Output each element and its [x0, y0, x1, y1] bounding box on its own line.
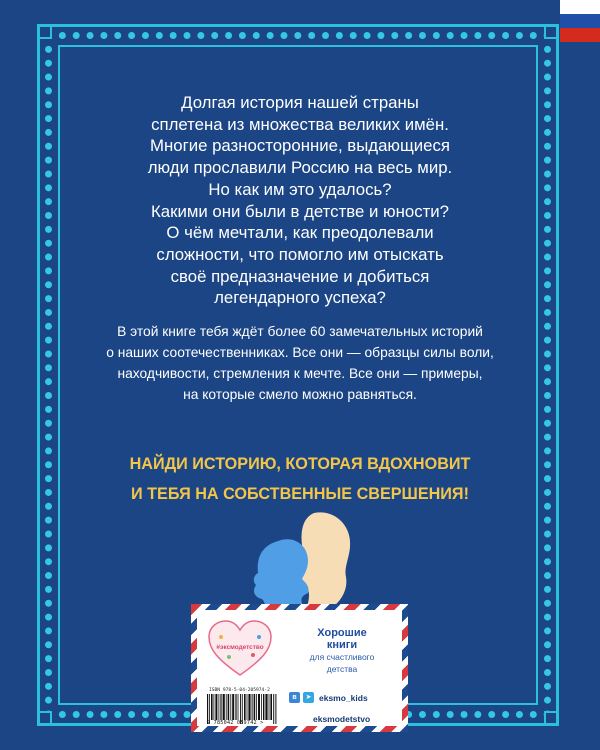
intro-line: Но как им это удалось?: [208, 179, 392, 199]
slogan-line: НАЙДИ ИСТОРИЮ, КОТОРАЯ ВДОХНОВИТ: [129, 455, 471, 473]
vk-icon[interactable]: в: [289, 692, 300, 703]
social-row: [289, 692, 368, 703]
brand-line: Хорошие: [317, 627, 367, 639]
description-line: на которые смело можно равняться.: [183, 387, 417, 402]
publisher-sticker: [191, 604, 408, 732]
flag-red-stripe: [560, 28, 600, 42]
description-line: о наших соотечественниках. Все они — образцы силы воли,: [106, 345, 494, 360]
intro-line: люди прославили Россию на весь мир.: [147, 158, 453, 178]
sticker-body: [197, 610, 402, 726]
intro-line: Многие разносторонние, выдающиеся: [150, 136, 450, 156]
hashtag-text: #эксмодетство: [216, 644, 264, 651]
intro-line: легендарного успеха?: [214, 288, 386, 308]
frame-corner: [544, 711, 558, 725]
description-line: В этой книге тебя ждёт более 60 замечательных историй: [117, 324, 483, 339]
brand-line: для счастливого: [309, 652, 375, 662]
website-link[interactable]: eksmodetstvo: [313, 714, 371, 724]
intro-line: О чём мечтали, как преодолевали: [166, 223, 434, 243]
flag-white-stripe: [560, 0, 600, 14]
social-handle[interactable]: eksmo_kids: [319, 692, 368, 703]
frame-corner: [38, 711, 52, 725]
telegram-icon[interactable]: ➤: [303, 692, 314, 703]
isbn-digits: 9 785042 059742 >: [207, 720, 264, 726]
description-line: находчивости, стремления к мечте. Все они — примеры,: [117, 366, 483, 381]
brand-line: детства: [326, 664, 358, 674]
intro-line: своё предназначение и добиться: [170, 266, 430, 286]
heart-logo-icon: [207, 619, 273, 679]
intro-line: Какими они были в детстве и юности?: [151, 201, 449, 221]
description-text: [96, 321, 504, 405]
flag-blue-stripe: [560, 14, 600, 28]
russian-flag-icon: [560, 0, 600, 42]
brand-title: [287, 627, 397, 675]
isbn-label: ISBN 978-5-04-205974-2: [209, 688, 270, 693]
frame-corner: [544, 25, 558, 39]
brand-line: книги: [326, 639, 358, 651]
intro-text: [100, 92, 500, 309]
intro-line: сплетена из множества великих имён.: [151, 114, 449, 134]
slogan-line: И ТЕБЯ НА СОБСТВЕННЫЕ СВЕРШЕНИЯ!: [131, 485, 469, 503]
slogan: [80, 449, 520, 509]
frame-corner: [38, 25, 52, 39]
intro-line: сложности, что помогло им отыскать: [156, 244, 444, 264]
intro-line: Долгая история нашей страны: [181, 93, 419, 112]
